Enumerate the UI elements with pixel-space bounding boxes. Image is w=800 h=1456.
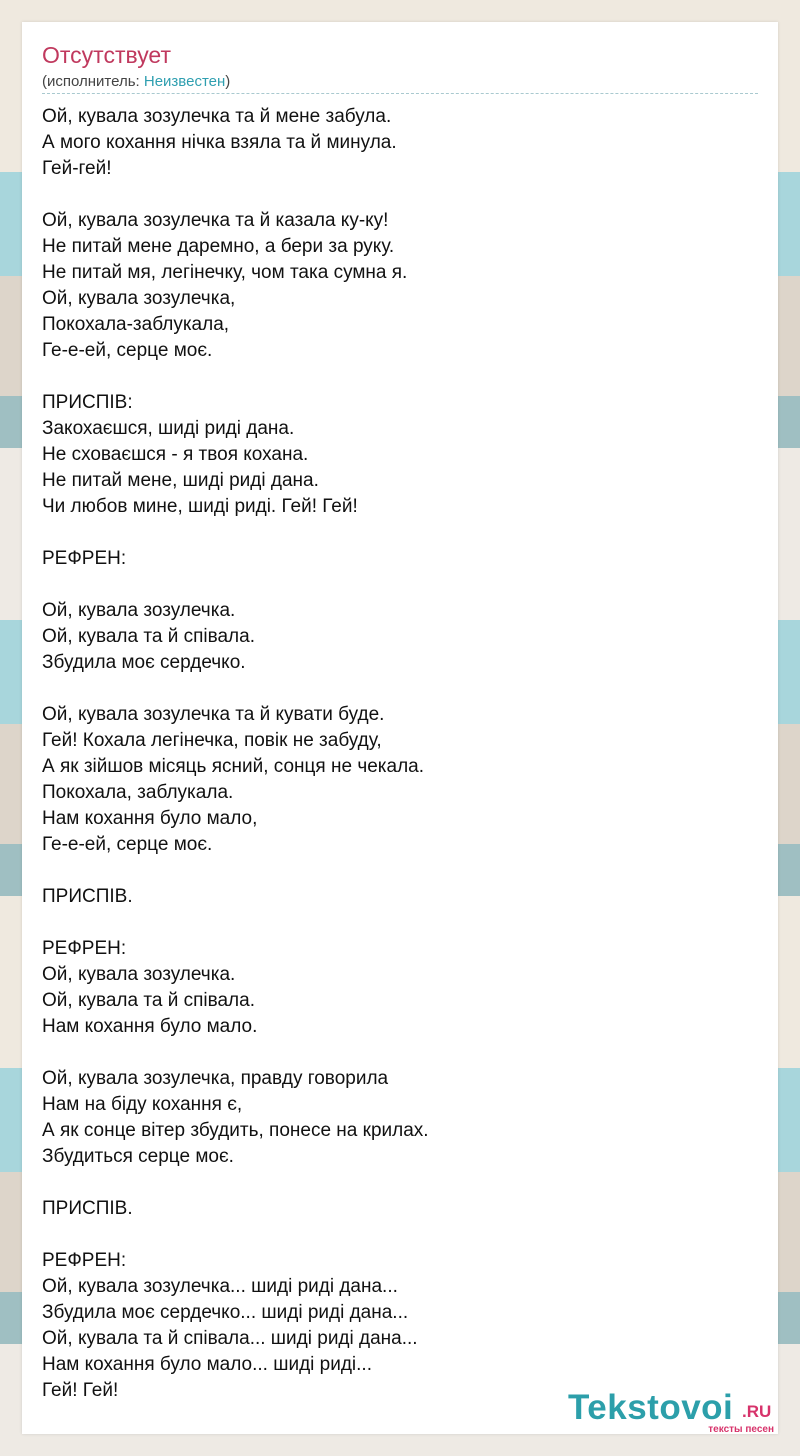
lyric-line: Гей! Гей!	[42, 1380, 119, 1401]
lyric-line: РЕФРЕН:	[42, 548, 127, 569]
lyric-line: Ой, кувала та й співала... шиді риді дана...	[42, 1328, 418, 1349]
lyric-line: Не питай мене, шиді риді дана.	[42, 470, 319, 491]
lyrics-card	[22, 22, 778, 1434]
lyric-line: Ой, кувала зозулечка,	[42, 288, 236, 309]
lyric-line: Ой, кувала зозулечка.	[42, 600, 236, 621]
lyric-line: Ой, кувала зозулечка та й казала ку-ку!	[42, 210, 389, 231]
lyric-line: РЕФРЕН:	[42, 1250, 127, 1271]
lyric-line: ПРИСПІВ.	[42, 1198, 133, 1219]
lyric-line: А як сонце вітер збудить, понесе на крилах.	[42, 1120, 429, 1141]
lyric-line	[42, 1222, 758, 1248]
lyric-line: Чи любов мине, шиді риді. Гей! Гей!	[42, 496, 358, 517]
lyric-line: ПРИСПІВ.	[42, 886, 133, 907]
lyric-line: Нам на біду кохання є,	[42, 1094, 243, 1115]
title-divider	[42, 93, 758, 94]
performer-suffix: )	[225, 73, 231, 90]
lyric-line	[42, 910, 758, 936]
lyric-line: Ой, кувала зозулечка... шиді риді дана...	[42, 1276, 398, 1297]
lyric-line	[42, 520, 758, 546]
lyric-line: Збудила моє сердечко.	[42, 652, 246, 673]
logo-name: Tekstovoi	[568, 1388, 734, 1427]
lyric-line: Ой, кувала та й співала.	[42, 990, 255, 1011]
lyric-line: Не питай мя, легінечку, чом така сумна я.	[42, 262, 408, 283]
lyrics-text	[42, 104, 758, 1404]
song-title: Отсутствует	[42, 42, 171, 68]
lyric-line: Покохала-заблукала,	[42, 314, 230, 335]
lyric-line: Ой, кувала зозулечка та й мене забула.	[42, 106, 392, 127]
lyric-line: Покохала, заблукала.	[42, 782, 234, 803]
lyric-line: Ой, кувала зозулечка.	[42, 964, 236, 985]
performer-prefix: (исполнитель:	[42, 73, 144, 90]
lyric-line: Збудиться серце моє.	[42, 1146, 234, 1167]
lyric-line	[42, 572, 758, 598]
lyric-line: РЕФРЕН:	[42, 938, 127, 959]
lyric-line: Гей-гей!	[42, 158, 112, 179]
lyric-line	[42, 858, 758, 884]
performer-line	[42, 73, 230, 90]
lyric-line	[42, 1040, 758, 1066]
lyric-line: Нам кохання було мало.	[42, 1016, 258, 1037]
lyric-line	[42, 676, 758, 702]
lyric-line: Закохаєшся, шиді риді дана.	[42, 418, 295, 439]
lyric-line: А мого кохання нічка взяла та й минула.	[42, 132, 397, 153]
performer-link[interactable]: Неизвестен	[143, 73, 226, 90]
lyric-line: Гей! Кохала легінечка, повік не забуду,	[42, 730, 382, 751]
lyric-line: Нам кохання було мало,	[42, 808, 258, 829]
lyric-line	[42, 364, 758, 390]
lyric-line: Збудила моє сердечко... шиді риді дана...	[42, 1302, 409, 1323]
lyric-line: Ой, кувала зозулечка, правду говорила	[42, 1068, 389, 1089]
lyric-line: Ге-е-ей, серце моє.	[42, 340, 213, 361]
lyric-line: А як зійшов місяць ясний, сонця не чекала.	[42, 756, 425, 777]
lyric-line: Ой, кувала та й співала.	[42, 626, 255, 647]
lyric-line: Ге-е-ей, серце моє.	[42, 834, 213, 855]
lyric-line	[42, 1170, 758, 1196]
lyric-line: Не сховаєшся - я твоя кохана.	[42, 444, 309, 465]
lyric-line: ПРИСПІВ:	[42, 392, 133, 413]
lyric-line	[42, 182, 758, 208]
logo-tld: .RU	[742, 1402, 772, 1421]
site-logo[interactable]	[568, 1388, 774, 1434]
lyric-line: Нам кохання було мало... шиді риді...	[42, 1354, 372, 1375]
logo-tagline: тексты песен	[708, 1424, 774, 1435]
lyric-line: Не питай мене даремно, а бери за руку.	[42, 236, 395, 257]
lyric-line: Ой, кувала зозулечка та й кувати буде.	[42, 704, 385, 725]
